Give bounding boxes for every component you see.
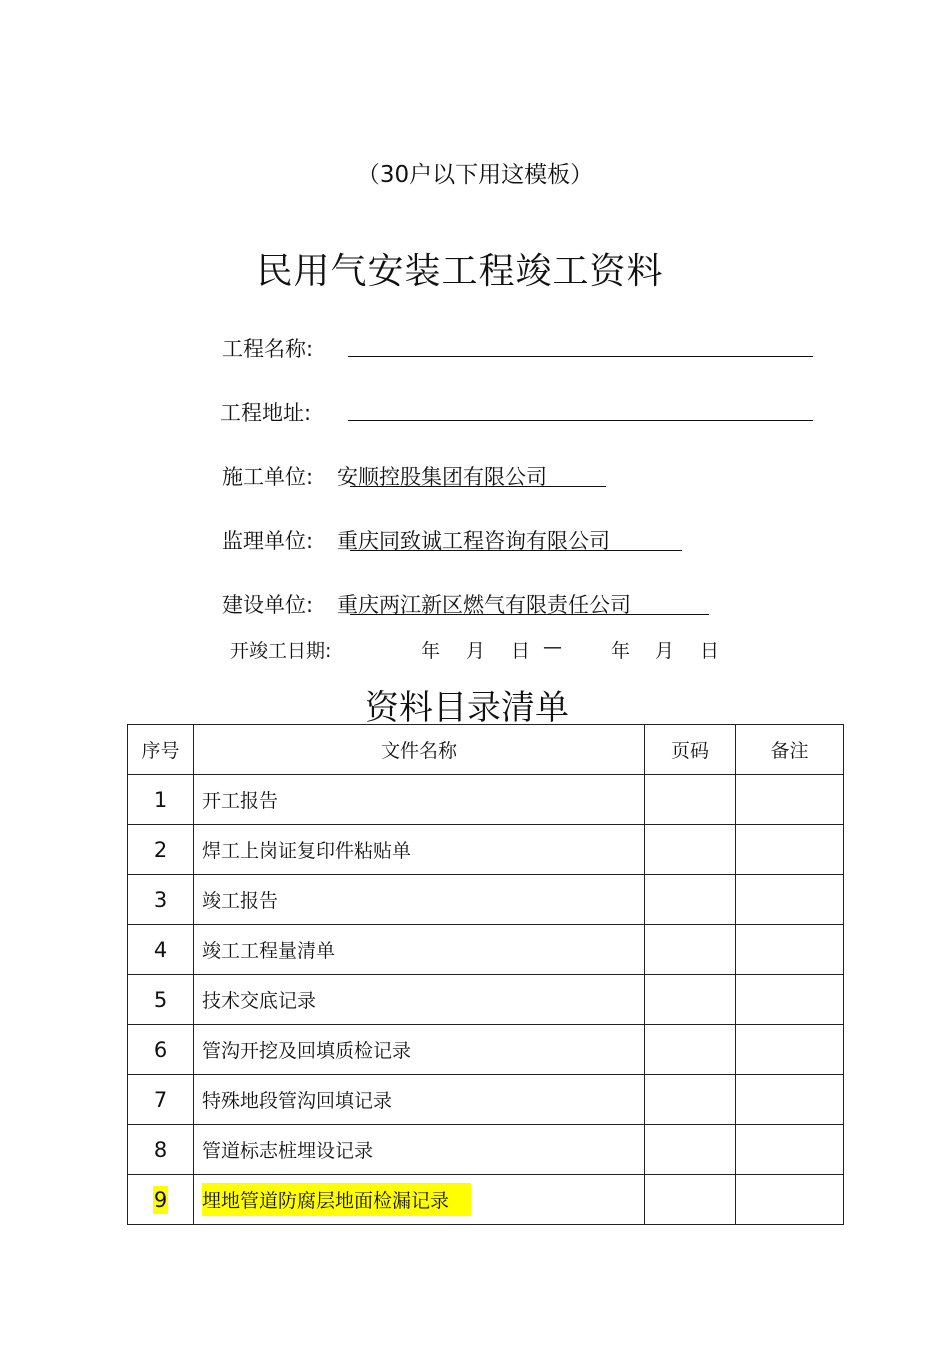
- document-list-table: [127, 724, 844, 1225]
- row-page: [645, 1075, 736, 1125]
- construction-unit-label: 施工单位:: [222, 465, 314, 489]
- row-page: [645, 1175, 736, 1225]
- row-remark: [736, 875, 844, 925]
- table-header-row: [128, 725, 844, 775]
- row-file-name-cell: [194, 1175, 645, 1225]
- row-file-name: 焊工上岗证复印件粘贴单: [194, 825, 645, 875]
- row-no: 6: [128, 1025, 194, 1075]
- row-remark: [736, 1075, 844, 1125]
- owner-unit-label: 建设单位:: [222, 593, 314, 617]
- document-title: 民用气安装工程竣工资料: [256, 251, 664, 292]
- row-no: 7: [128, 1075, 194, 1125]
- header-file-name: 文件名称: [194, 725, 645, 775]
- row-remark: [736, 1025, 844, 1075]
- row-no: 8: [128, 1125, 194, 1175]
- table-row: [128, 975, 844, 1025]
- table-row: [128, 825, 844, 875]
- construction-unit-value: 安顺控股集团有限公司: [337, 465, 547, 489]
- end-day: 日: [700, 640, 720, 662]
- end-year: 年: [611, 640, 631, 662]
- project-address-label: 工程地址:: [220, 401, 312, 425]
- row-remark: [736, 1175, 844, 1225]
- supervision-unit-label: 监理单位:: [222, 529, 314, 553]
- row-remark: [736, 775, 844, 825]
- table-row: [128, 875, 844, 925]
- row-no-cell: [128, 1175, 194, 1225]
- table-row-highlighted: [128, 1175, 844, 1225]
- row-page: [645, 875, 736, 925]
- row-page: [645, 1025, 736, 1075]
- row-file-name: 管沟开挖及回填质检记录: [194, 1025, 645, 1075]
- supervision-unit-value: 重庆同致诚工程咨询有限公司: [337, 529, 610, 553]
- row-file-name: 管道标志桩埋设记录: [194, 1125, 645, 1175]
- row-file-name: 开工报告: [194, 775, 645, 825]
- row-remark: [736, 1125, 844, 1175]
- project-name-line: [348, 356, 813, 357]
- row-no: 5: [128, 975, 194, 1025]
- table-row: [128, 775, 844, 825]
- row-remark: [736, 925, 844, 975]
- row-page: [645, 1125, 736, 1175]
- table-row: [128, 1075, 844, 1125]
- row-page: [645, 775, 736, 825]
- project-address-line: [348, 420, 813, 421]
- end-month: 月: [655, 640, 675, 662]
- row-remark: [736, 825, 844, 875]
- row-file-name: 竣工工程量清单: [194, 925, 645, 975]
- owner-unit-value: 重庆两江新区燃气有限责任公司: [337, 593, 631, 617]
- template-note: （30户以下用这模板）: [356, 162, 594, 188]
- row-page: [645, 825, 736, 875]
- start-year: 年: [421, 640, 441, 662]
- header-page: 页码: [645, 725, 736, 775]
- row-no: 1: [128, 775, 194, 825]
- row-page: [645, 925, 736, 975]
- header-remark: 备注: [736, 725, 844, 775]
- table-row: [128, 1025, 844, 1075]
- row-file-name: 技术交底记录: [194, 975, 645, 1025]
- row-file-name: 竣工报告: [194, 875, 645, 925]
- start-month: 月: [466, 640, 486, 662]
- row-no: 9: [153, 1187, 168, 1212]
- row-file-name: 埋地管道防腐层地面检漏记录: [202, 1183, 471, 1216]
- row-no: 3: [128, 875, 194, 925]
- list-title: 资料目录清单: [365, 688, 569, 728]
- table-row: [128, 1125, 844, 1175]
- start-day: 日: [511, 640, 531, 662]
- row-page: [645, 975, 736, 1025]
- row-no: 4: [128, 925, 194, 975]
- project-name-label: 工程名称:: [222, 337, 314, 361]
- row-no: 2: [128, 825, 194, 875]
- row-remark: [736, 975, 844, 1025]
- table-row: [128, 925, 844, 975]
- date-label: 开竣工日期:: [230, 640, 332, 662]
- row-file-name: 特殊地段管沟回填记录: [194, 1075, 645, 1125]
- date-dash: —: [543, 636, 562, 658]
- header-no: 序号: [128, 725, 194, 775]
